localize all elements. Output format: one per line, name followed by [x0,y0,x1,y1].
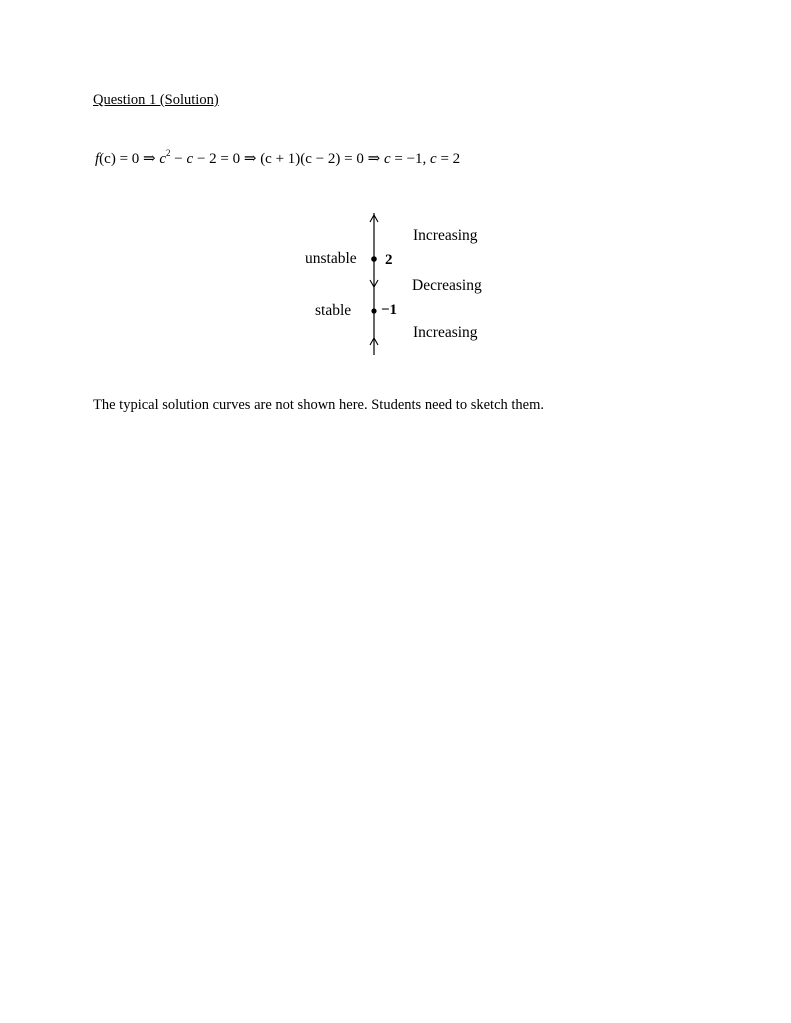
eq-implies-2: ⇒ [240,151,261,167]
eq-c-1: c [159,151,167,167]
region-label-middle: Decreasing [412,277,482,294]
question-heading: Question 1 (Solution) [93,92,219,108]
eq-c-arg: (c) [99,151,116,167]
eq-square: 2 [166,148,171,158]
critical-point-dot-neg1 [371,308,376,313]
eq-f: f [95,151,100,167]
eq-minus: − [170,151,187,167]
eq-implies-1: ⇒ [139,151,160,167]
critical-point-label-neg1: −1 [381,302,398,318]
eq-c-3: c [383,151,391,167]
eq-minus-two: − 2 = 0 [193,151,241,167]
eq-zero-1: = 0 [115,151,140,167]
region-label-top: Increasing [413,227,478,244]
stability-label-stable: stable [315,302,352,319]
eq-root-2: = 2 [436,151,461,167]
region-label-bottom: Increasing [413,324,478,341]
eq-c-2: c [186,151,194,167]
phase-line-diagram [290,205,510,365]
critical-point-label-2: 2 [385,252,393,268]
eq-implies-3: ⇒ [363,151,384,167]
equation-line [95,149,460,168]
stability-label-unstable: unstable [305,250,357,267]
eq-c-4: c [430,151,437,167]
eq-factored: (c + 1)(c − 2) = 0 [260,151,364,167]
eq-root-1: = −1, [390,151,431,167]
critical-point-dot-2 [371,256,377,262]
note-text: The typical solution curves are not shown here. Students need to sketch them. [93,397,545,413]
